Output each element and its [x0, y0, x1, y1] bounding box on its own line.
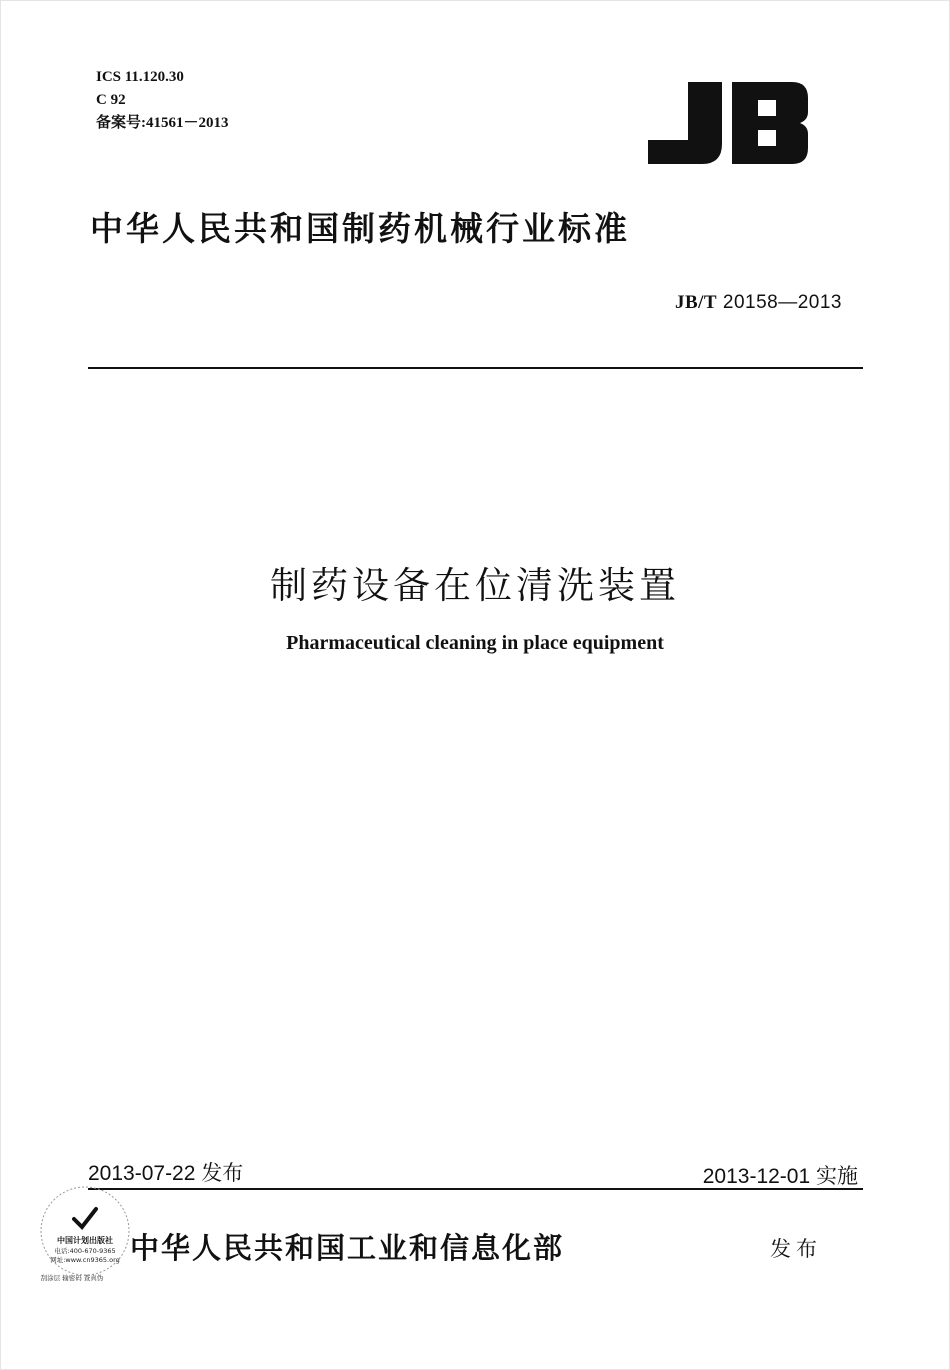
stamp-check-icon — [74, 1209, 96, 1227]
ics-code: ICS 11.120.30 — [96, 69, 184, 85]
title-english: Pharmaceutical cleaning in place equipment — [286, 632, 664, 654]
standard-code: 20158—2013 — [722, 292, 842, 313]
filing-number: 备案号:41561－2013 — [96, 115, 229, 131]
stamp-website: 网址:www.cn9365.org — [50, 1256, 120, 1264]
issue-date: 2013-07-22 发布 — [88, 1162, 244, 1185]
title-chinese: 制药设备在位清洗装置 — [270, 564, 680, 607]
footer-divider — [88, 1188, 863, 1190]
jb-logo-letter-b — [732, 82, 808, 164]
classification-block — [96, 66, 229, 135]
standard-prefix: JB/T — [674, 292, 718, 313]
publish-label: 发布 — [770, 1237, 822, 1261]
stamp-phone: 电话:400-670-9365 — [54, 1247, 116, 1255]
jb-logo-letter-j — [648, 82, 722, 164]
stamp-note: 刮涂层 输密码 查真伪 — [40, 1274, 104, 1282]
implementation-date: 2013-12-01 实施 — [702, 1165, 858, 1188]
ccs-code: C 92 — [96, 92, 126, 108]
jb-logo — [648, 82, 808, 164]
anti-counterfeit-stamp — [30, 1183, 140, 1293]
stamp-name: 中国计划出版社 — [57, 1236, 113, 1245]
document-category: 中华人民共和国制药机械行业标准 — [90, 209, 630, 248]
publisher: 中华人民共和国工业和信息化部 — [130, 1231, 565, 1265]
standard-number — [675, 292, 842, 314]
header-divider — [88, 367, 863, 369]
